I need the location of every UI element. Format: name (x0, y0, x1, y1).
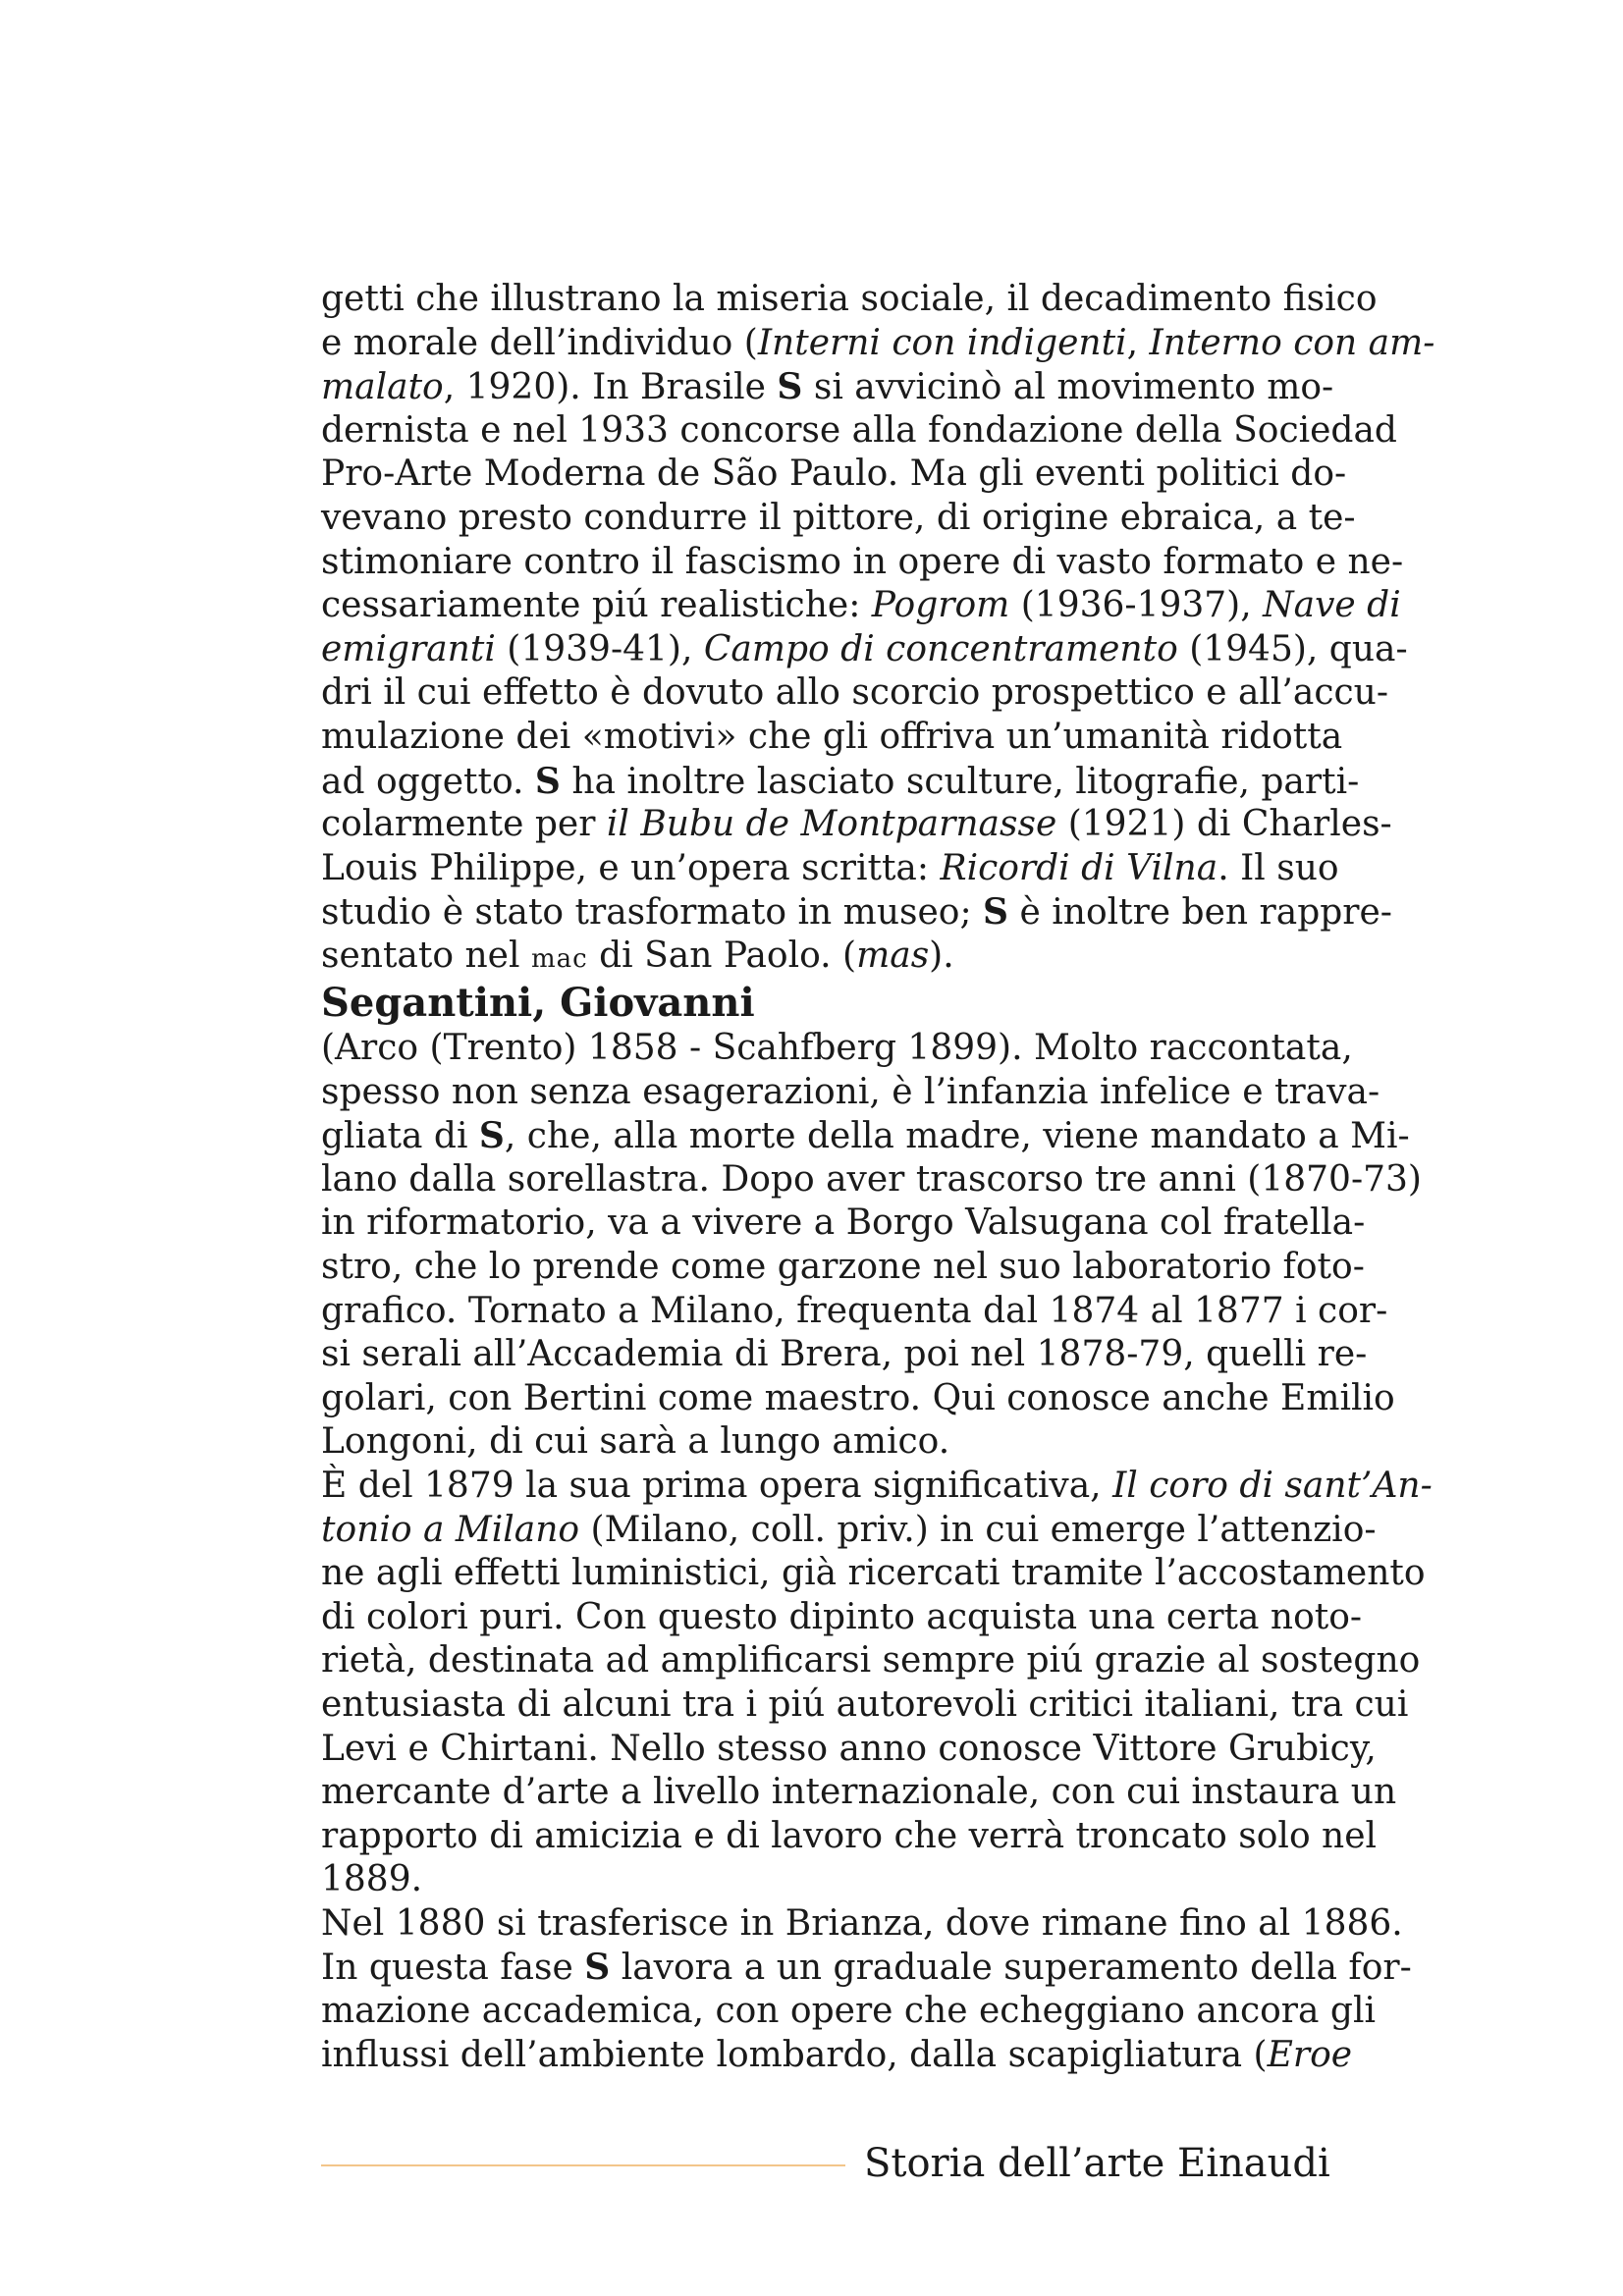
subject-initial: S (584, 1947, 611, 1989)
text-line: 1889. (321, 1859, 423, 1900)
text-line: di colori puri. Con questo dipinto acquista una certa noto- (321, 1596, 1363, 1637)
text-line: stro, che lo prende come garzone nel suo laboratorio foto- (321, 1246, 1365, 1287)
subject-initial: S (777, 366, 803, 408)
text-line: mercante d’arte a livello internazionale, con cui instaura un (321, 1772, 1397, 1813)
work-title: tonio a Milano (321, 1509, 580, 1550)
footer-rule (321, 2164, 845, 2166)
work-title: Ricordi di Vilna (940, 847, 1218, 888)
text-line: e morale dell’individuo (Interni con indigenti, Interno con am- (321, 322, 1435, 363)
work-title: Il coro di sant’An- (1112, 1465, 1433, 1506)
text-line: Levi e Chirtani. Nello stesso anno conosce Vittore Grubicy, (321, 1728, 1377, 1769)
text-line: cessariamente piú realistiche: Pogrom (1936-1937), Nave di (321, 585, 1401, 626)
text-line: emigranti (1939-41), Campo di concentramento (1945), qua- (321, 628, 1408, 669)
text-line: sentato nel mac di San Paolo. (mas). (321, 934, 954, 976)
text-line: rapporto di amicizia e di lavoro che verrà troncato solo nel (321, 1815, 1378, 1856)
text-line: golari, con Bertini come maestro. Qui conosce anche Emilio (321, 1377, 1395, 1418)
text-line: in riformatorio, va a vivere a Borgo Valsugana col fratella- (321, 1202, 1366, 1244)
text-line: ne agli effetti luministici, già ricercati tramite l’accostamento (321, 1553, 1426, 1594)
subject-initial: S (983, 891, 1009, 934)
text-line: In questa fase S lavora a un graduale superamento della for- (321, 1947, 1412, 1989)
work-title: Campo di concentramento (703, 628, 1178, 669)
text-line: È del 1879 la sua prima opera significativa, Il coro di sant’An- (321, 1465, 1433, 1506)
entry-body (321, 1027, 1433, 2077)
work-title: Interni con indigenti (757, 322, 1127, 363)
text-line: malato, 1920). In Brasile S si avvicinò al movimento mo- (321, 366, 1334, 408)
text-line: lano dalla sorellastra. Dopo aver trascorso tre anni (1870-73) (321, 1158, 1422, 1200)
work-title: il Bubu de Montparnasse (606, 804, 1057, 845)
author-initials: mas (856, 934, 930, 976)
body-paragraph-continued (321, 278, 1435, 979)
work-title: emigranti (321, 628, 496, 669)
text-line: dernista e nel 1933 concorse alla fondazione della Sociedad (321, 409, 1397, 451)
text-line: Louis Philippe, e un’opera scritta: Ricordi di Vilna. Il suo (321, 847, 1339, 888)
text-line: grafico. Tornato a Milano, frequenta dal 1874 al 1877 i cor- (321, 1290, 1388, 1331)
footer-title: Storia dell’arte Einaudi (864, 2141, 1330, 2186)
text-line: (Arco (Trento) 1858 - Scahfberg 1899). Molto raccontata, (321, 1028, 1353, 1068)
subject-initial: S (534, 760, 561, 802)
text-line: getti che illustrano la miseria sociale, il decadimento fisico (321, 279, 1378, 319)
text-line: colarmente per il Bubu de Montparnasse (1921) di Charles- (321, 804, 1392, 845)
text-line: influssi dell’ambiente lombardo, dalla scapigliatura (Eroe (321, 2034, 1353, 2075)
text-line: studio è stato trasformato in museo; S è inoltre ben rappre- (321, 891, 1392, 934)
work-title: Nave di (1263, 585, 1401, 626)
work-title: Pogrom (871, 585, 1010, 626)
text-line: vevano presto condurre il pittore, di origine ebraica, a te- (321, 497, 1356, 538)
text-line: entusiasta di alcuni tra i piú autorevoli critici italiani, tra cui (321, 1683, 1409, 1725)
text-line: mulazione dei «motivi» che gli offriva un’umanità ridotta (321, 716, 1343, 757)
work-title: Eroe (1267, 2034, 1353, 2075)
museum-abbreviation: mac (530, 943, 588, 974)
text-line: Longoni, di cui sarà a lungo amico. (321, 1421, 950, 1463)
subject-initial: S (478, 1115, 505, 1157)
text-line: gliata di S, che, alla morte della madre, viene mandato a Mi- (321, 1115, 1410, 1157)
text-line: tonio a Milano (Milano, coll. priv.) in cui emerge l’attenzio- (321, 1509, 1377, 1550)
text-line: Nel 1880 si trasferisce in Brianza, dove rimane fino al 1886. (321, 1902, 1403, 1944)
text-line: spesso non senza esagerazioni, è l’infanzia infelice e trava- (321, 1071, 1380, 1112)
text-line: ad oggetto. S ha inoltre lasciato sculture, litografie, parti- (321, 760, 1360, 802)
text-line: dri il cui effetto è dovuto allo scorcio prospettico e all’accu- (321, 672, 1389, 714)
entry-heading: Segantini, Giovanni (321, 980, 755, 1026)
work-title: malato (321, 367, 444, 408)
text-line: stimoniare contro il fascismo in opere di vasto formato e ne- (321, 541, 1404, 582)
text-line: rietà, destinata ad amplificarsi sempre piú grazie al sostegno (321, 1640, 1421, 1682)
text-line: Pro-Arte Moderna de São Paulo. Ma gli eventi politici do- (321, 454, 1347, 495)
work-title: Interno con am- (1149, 322, 1435, 363)
text-line: si serali all’Accademia di Brera, poi nel 1878-79, quelli re- (321, 1334, 1368, 1375)
text-line: mazione accademica, con opere che echeggiano ancora gli (321, 1991, 1376, 2032)
